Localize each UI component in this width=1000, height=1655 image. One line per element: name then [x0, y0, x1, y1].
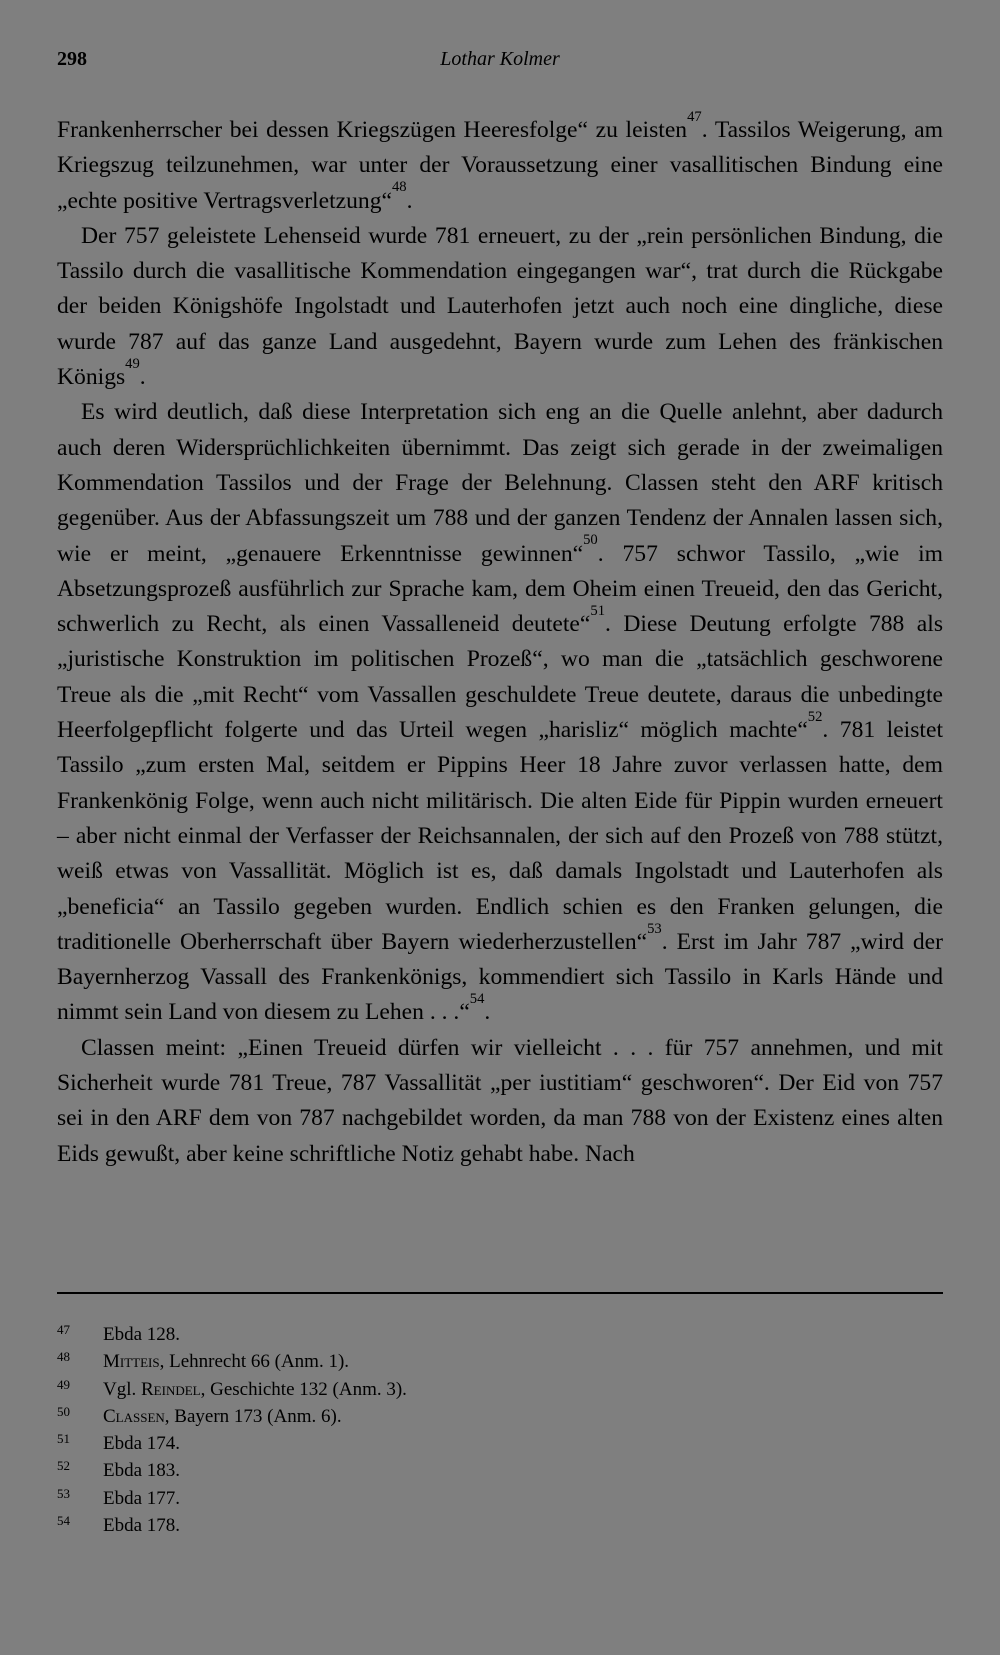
footnote-ref: 50: [583, 532, 598, 549]
footnote-ref: 51: [590, 602, 606, 619]
footnote-text: , Geschichte 132 (Anm. 3).: [200, 1378, 407, 1400]
footnote-text: , Lehnrecht 66 (Anm. 1).: [159, 1351, 350, 1373]
text-run: . Erst im Jahr 787 „wird der Bayernherzog Vassall des Frankenkönigs, kommendiert sich Tassilo in Karls Hände und nimmt sein Land von diesem zu Lehen . . .“: [57, 928, 943, 1026]
footnote: [57, 1486, 943, 1513]
footnote-text: Ebda 174.: [103, 1433, 181, 1455]
running-head: Lothar Kolmer: [440, 48, 560, 70]
footnote-text: Ebda 128.: [103, 1324, 181, 1345]
footnote: [57, 1458, 943, 1485]
footnotes: [57, 1322, 943, 1540]
footnote-ref: 47: [687, 108, 702, 125]
footnote-number: 48: [57, 1349, 70, 1365]
footnote-author: Reindel: [141, 1378, 201, 1400]
paragraph-4: [57, 1031, 943, 1172]
text-run: . Tassilos Weigerung, am Kriegszug teilzunehmen, war unter der Voraussetzung einer vasallitischen Bindung eine „echte positive Vertragsverletzung“: [57, 117, 943, 214]
footnote: [57, 1377, 943, 1404]
paragraph-1: [57, 108, 943, 219]
footnote-text: Ebda 178.: [103, 1515, 181, 1537]
footnote-prefix: Vgl.: [103, 1378, 141, 1400]
footnote-text: Ebda 177.: [103, 1487, 181, 1509]
footnote-divider: [57, 1292, 943, 1294]
footnote-ref: 49: [125, 355, 140, 372]
footnote-text: , Bayern 173 (Anm. 6).: [164, 1405, 342, 1427]
footnote-number: 49: [57, 1376, 70, 1392]
footnote-number: 53: [57, 1485, 70, 1501]
footnote-number: 54: [57, 1513, 70, 1529]
page-header: [57, 48, 943, 78]
text-run: . 757 schwor Tassilo, „wie im Absetzungsprozeß ausführlich zur Sprache kam, dem Oheim einen Treueid, den das Gericht, schwerlich zu Recht, als einen Vassalleneid deutete“: [57, 540, 943, 638]
footnote: [57, 1513, 943, 1540]
footnote-ref: 54: [469, 991, 485, 1008]
text-run: .: [406, 187, 413, 214]
text-run: Frankenherrscher bei dessen Kriegszügen Heeresfolge“ zu leisten: [57, 117, 688, 143]
footnote: [57, 1404, 943, 1431]
text-run: Der 757 geleistete Lehenseid wurde 781 erneuert, zu der „rein persönlichen Bindung, die Tassilo durch die vasallitische Kommendation eingegangen war“, trat durch die Rückgabe der beiden Königshöfe Ingolstadt und Lauterhofen jetzt auch noch eine dingliche, diese wurde 787 auf das ganze Land ausgedehnt, Bayern wurde zum Lehen des fränkischen Königs: [57, 222, 943, 391]
footnote-ref: 53: [647, 920, 662, 937]
paragraph-3: [57, 395, 943, 1030]
text-run: . 781 leistet Tassilo „zum ersten Mal, seitdem er Pippins Heer 18 Jahre zuvor verlassen hatte, dem Frankenkönig Folge, wenn auch nicht militärisch. Die alten Eide für Pippin wurden erneuert – aber nicht einmal der Verfasser der Reichsannalen, der sich auf den Prozeß von 788 stützt, weiß etwas von Vassallität. Möglich ist es, daß damals Ingolstadt und Lauterhofen als „beneficia“ an Tassilo gegeben wurden. Endlich schien es den Franken gelungen, die traditionelle Oberherrschaft über Bayern wiederherzustellen“: [57, 717, 943, 955]
paragraph-2: [57, 219, 943, 395]
footnote-author: Classen: [103, 1405, 165, 1427]
body-text: [57, 108, 943, 1172]
page-number: 298: [57, 48, 87, 70]
footnote-text: Ebda 183.: [103, 1460, 181, 1482]
text-run: . Diese Deutung erfolgte 788 als „juristische Konstruktion im politischen Prozeß“, wo man die „tatsächlich geschworene Treue als die „mit Recht“ vom Vassallen geschuldete Treue deutete, daraus die unbedingte Heerfolgepflicht folgerte und das Urteil wegen „harisliz“ möglich machte“: [57, 611, 943, 744]
text-run: .: [139, 364, 146, 391]
footnote-author: Mitteis: [103, 1351, 160, 1373]
footnote-number: 52: [57, 1458, 70, 1474]
footnote: [57, 1322, 943, 1349]
footnote: [57, 1431, 943, 1458]
footnote: [57, 1349, 943, 1376]
footnote-ref: 48: [391, 179, 407, 196]
footnote-ref: 52: [807, 708, 823, 725]
footnote-number: 47: [57, 1322, 70, 1337]
footnote-number: 50: [57, 1403, 70, 1419]
text-run: .: [484, 999, 491, 1026]
text-run: Es wird deutlich, daß diese Interpretation sich eng an die Quelle anlehnt, aber dadurch auch deren Widersprüchlichkeiten übernimmt. Das zeigt sich gerade in der zweimaligen Kommendation Tassilos und der Frage der Belehnung. Classen steht den ARF kritisch gegenüber. Aus der Abfassungszeit um 788 und der ganzen Tendenz der Annalen lassen sich, wie er meint, „genauere Erkenntnisse gewinnen“: [57, 399, 943, 567]
footnote-number: 51: [57, 1431, 70, 1447]
text-run: Classen meint: „Einen Treueid dürfen wir vielleicht . . . für 757 annehmen, und mit Sicherheit wurde 781 Treue, 787 Vassallität „per iustitiam“ geschworen“. Der Eid von 757 sei in den ARF dem von 787 nachgebildet worden, da man 788 von der Existenz eines alten Eids gewußt, aber keine schriftliche Notiz gehabt habe. Nach: [57, 1034, 943, 1167]
